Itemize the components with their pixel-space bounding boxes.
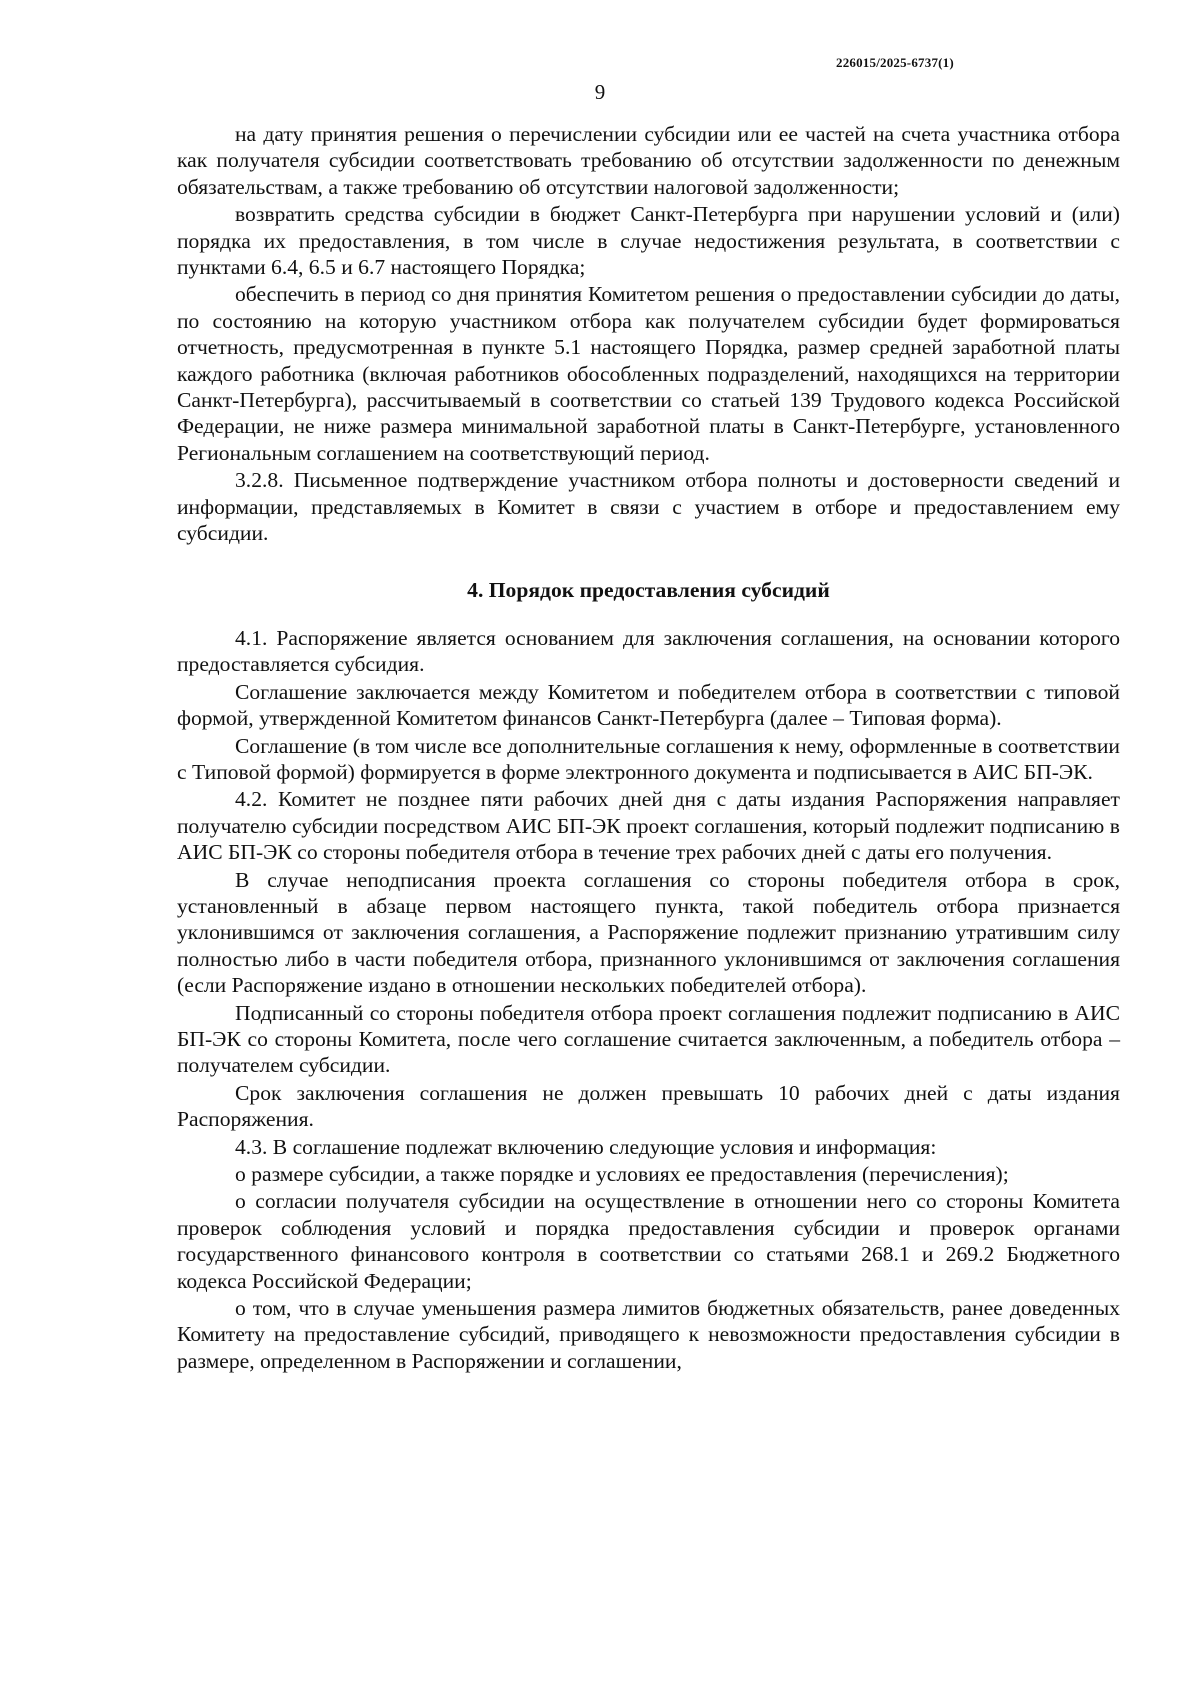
paragraph-limits-reduction: о том, что в случае уменьшения размера лимитов бюджетных обязательств, ранее доведенных Комитету на предоставление субсидий, приводящего к невозможности предоставления субсидии в размере, определенном в Распоряжении и соглашении, [177, 1296, 1120, 1373]
paragraph-consent-checks: о согласии получателя субсидии на осуществление в отношении него со стороны Комитета проверок соблюдения условий и порядка предоставления субсидии и проверок органами государственного финансового контроля в соответствии со статьями 268.1 и 269.2 Бюджетного кодекса Российской Федерации; [177, 1189, 1120, 1293]
page-number: 9 [594, 80, 606, 104]
paragraph-term: Срок заключения соглашения не должен превышать 10 рабочих дней с даты издания Распоряжения. [177, 1080, 1120, 1132]
paragraph-signed-draft: Подписанный со стороны победителя отбора проект соглашения подлежит подписанию в АИС БП-ЭК со стороны Комитета, после чего соглашение считается заключенным, а победитель отбора – получателем субсидии. [177, 1000, 1120, 1078]
paragraph-agreement-electronic: Соглашение (в том числе все дополнительные соглашения к нему, оформленные в соответствии с Типовой формой) формируется в форме электронного документа и подписывается в АИС БП-ЭК. [177, 733, 1120, 784]
paragraph-debt-requirement: на дату принятия решения о перечислении субсидии или ее частей на счета участника отбора как получателя субсидии соответствовать требованию об отсутствии задолженности по денежным обязательствам, а также требованию об отсутствии налоговой задолженности; [177, 122, 1120, 199]
paragraph-subsidy-size: о размере субсидии, а также порядке и условиях ее предоставления (перечисления); [235, 1162, 1009, 1187]
paragraph-non-signing: В случае неподписания проекта соглашения со стороны победителя отбора в срок, установленный в абзаце первом настоящего пункта, такой победитель отбора признается уклонившимся от заключения соглашения, а Распоряжение подлежит признанию утратившим силу полностью либо в части победителя отбора, признанного уклонившимся от заключения соглашения (если Распоряжение издано в отношении нескольких победителей отбора). [177, 867, 1120, 998]
paragraph-3-2-8: 3.2.8. Письменное подтверждение участником отбора полноты и достоверности сведений и информации, представляемых в Комитет в связи с участием в отборе и предоставлением ему субсидии. [177, 468, 1120, 546]
paragraph-4-1: 4.1. Распоряжение является основанием для заключения соглашения, на основании которого предоставляется субсидия. [177, 625, 1120, 677]
paragraph-agreement-parties: Соглашение заключается между Комитетом и победителем отбора в соответствии с типовой формой, утвержденной Комитетом финансов Санкт-Петербурга (далее – Типовая форма). [177, 679, 1120, 731]
paragraph-return-funds: возвратить средства субсидии в бюджет Санкт-Петербурга при нарушении условий и (или) порядка их предоставления, в том числе в случае недостижения результата, в соответствии с пунктами 6.4, 6.5 и 6.7 настоящего Порядка; [177, 202, 1120, 280]
paragraph-salary-requirement: обеспечить в период со дня принятия Комитетом решения о предоставлении субсидии до даты, по состоянию на которую участником отбора как получателем субсидии будет формироваться отчетность, предусмотренная в пункте 5.1 настоящего Порядка, размер средней заработной платы каждого работника (включая работников обособленных подразделений, находящихся на территории Санкт-Петербурга), рассчитываемый в соответствии со статьей 139 Трудового кодекса Российской Федерации, не ниже размера минимальной заработной платы в Санкт-Петербурге, установленного Региональным соглашением на соответствующий период. [177, 282, 1120, 465]
section-heading: 4. Порядок предоставления субсидий [467, 577, 830, 602]
document-id: 226015/2025-6737(1) [836, 55, 954, 70]
paragraph-4-2: 4.2. Комитет не позднее пяти рабочих дней дня с даты издания Распоряжения направляет получателю субсидии посредством АИС БП-ЭК проект соглашения, который подлежит подписанию в АИС БП-ЭК со стороны победителя отбора в течение трех рабочих дней с даты его получения. [177, 787, 1120, 865]
document-body [177, 121, 1120, 1374]
paragraph-4-3: 4.3. В соглашение подлежат включению следующие условия и информация: [235, 1134, 937, 1159]
